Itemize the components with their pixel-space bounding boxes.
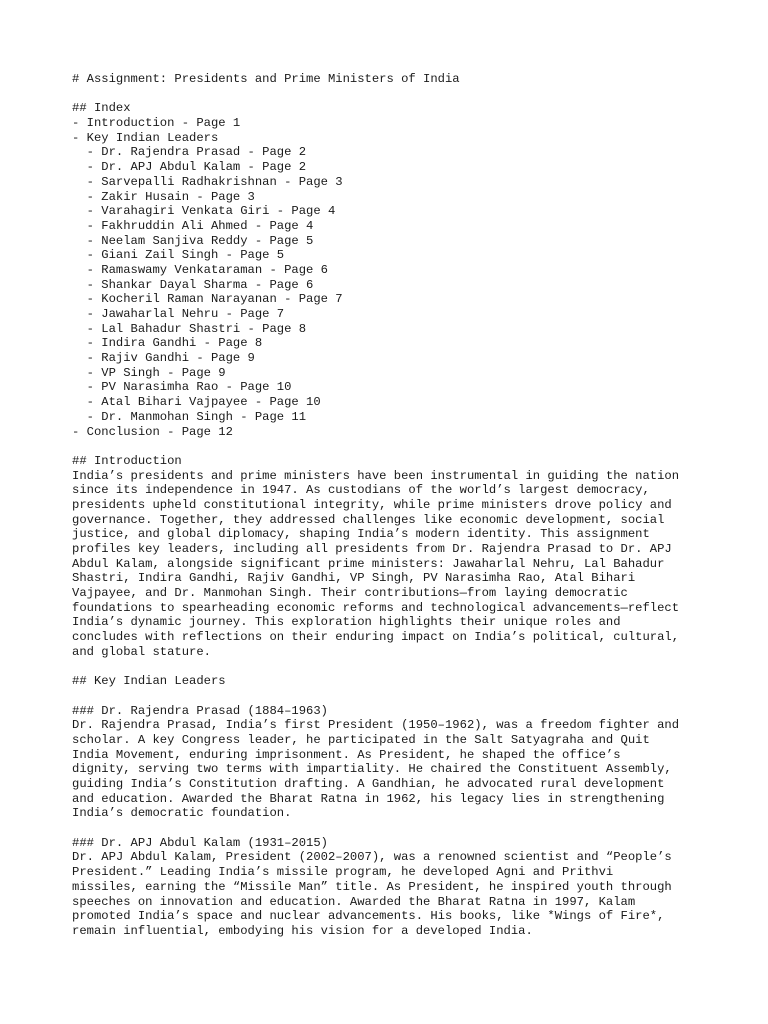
paragraph-line: Shastri, Indira Gandhi, Rajiv Gandhi, VP Singh, PV Narasimha Rao, Atal Bihari bbox=[72, 571, 636, 586]
paragraph-line: India’s democratic foundation. bbox=[72, 806, 292, 821]
index-item: - Fakhruddin Ali Ahmed - Page 4 bbox=[72, 218, 314, 233]
paragraph-line: dignity, serving two terms with impartiality. He chaired the Constituent Assembly, bbox=[72, 762, 672, 777]
blank-line bbox=[72, 87, 712, 102]
paragraph-line: and global stature. bbox=[72, 644, 211, 659]
index-item: - Rajiv Gandhi - Page 9 bbox=[72, 351, 255, 366]
index-item: - Indira Gandhi - Page 8 bbox=[72, 336, 263, 351]
document-page bbox=[72, 72, 712, 939]
index-item: - Lal Bahadur Shastri - Page 8 bbox=[72, 321, 307, 336]
index-item: - PV Narasimha Rao - Page 10 bbox=[72, 380, 292, 395]
index-item: - VP Singh - Page 9 bbox=[72, 365, 226, 380]
index-item: - Kocheril Raman Narayanan - Page 7 bbox=[72, 292, 343, 307]
paragraph-line: governance. Together, they addressed challenges like economic development, social bbox=[72, 512, 665, 527]
paragraph-line: remain influential, embodying his vision for a developed India. bbox=[72, 923, 533, 938]
paragraph-line: Abdul Kalam, alongside significant prime ministers: Jawaharlal Nehru, Lal Bahadur bbox=[72, 556, 665, 571]
introduction-heading: ## Introduction bbox=[72, 453, 182, 468]
index-item: - Giani Zail Singh - Page 5 bbox=[72, 248, 285, 263]
index-item: - Shankar Dayal Sharma - Page 6 bbox=[72, 277, 314, 292]
paragraph-line: India’s presidents and prime ministers have been instrumental in guiding the nation bbox=[72, 468, 680, 483]
index-item: - Dr. Rajendra Prasad - Page 2 bbox=[72, 145, 307, 160]
kalam-paragraph bbox=[72, 850, 712, 938]
index-list bbox=[72, 116, 712, 439]
index-item: - Sarvepalli Radhakrishnan - Page 3 bbox=[72, 174, 343, 189]
index-item: - Varahagiri Venkata Giri - Page 4 bbox=[72, 204, 336, 219]
paragraph-line: India Movement, enduring imprisonment. As President, he shaped the office’s bbox=[72, 747, 621, 762]
paragraph-line: Dr. Rajendra Prasad, India’s first President (1950–1962), was a freedom fighter and bbox=[72, 718, 680, 733]
paragraph-line: Dr. APJ Abdul Kalam, President (2002–2007), was a renowned scientist and “People’s bbox=[72, 850, 672, 865]
index-item: - Jawaharlal Nehru - Page 7 bbox=[72, 307, 285, 321]
paragraph-line: scholar. A key Congress leader, he participated in the Salt Satyagraha and Quit bbox=[72, 732, 650, 747]
paragraph-line: guiding India’s Constitution drafting. A Gandhian, he advocated rural development bbox=[72, 777, 665, 791]
prasad-paragraph bbox=[72, 718, 712, 821]
paragraph-line: and education. Awarded the Bharat Ratna in 1962, his legacy lies in strengthening bbox=[72, 791, 665, 806]
paragraph-line: since its independence in 1947. As custodians of the world’s largest democracy, bbox=[72, 483, 650, 498]
document-title: # Assignment: Presidents and Prime Ministers of India bbox=[72, 72, 460, 86]
blank-line bbox=[72, 439, 712, 454]
paragraph-line: concludes with reflections on their enduring impact on India’s political, cultural, bbox=[72, 630, 680, 645]
index-item: - Introduction - Page 1 bbox=[72, 116, 241, 131]
paragraph-line: foundations to spearheading economic reforms and technological advancements—reflect bbox=[72, 600, 680, 615]
index-item: - Zakir Husain - Page 3 bbox=[72, 189, 255, 204]
blank-line bbox=[72, 821, 712, 836]
paragraph-line: promoted India’s space and nuclear advancements. His books, like *Wings of Fire*, bbox=[72, 909, 665, 924]
introduction-paragraph bbox=[72, 469, 712, 660]
paragraph-line: missiles, earning the “Missile Man” title. As President, he inspired youth through bbox=[72, 879, 672, 894]
blank-line bbox=[72, 689, 712, 704]
index-item: - Dr. Manmohan Singh - Page 11 bbox=[72, 409, 307, 424]
paragraph-line: India’s dynamic journey. This exploration highlights their unique roles and bbox=[72, 615, 621, 630]
index-item: - Key Indian Leaders bbox=[72, 130, 219, 145]
paragraph-line: President.” Leading India’s missile program, he developed Agni and Prithvi bbox=[72, 865, 614, 880]
kalam-heading: ### Dr. APJ Abdul Kalam (1931–2015) bbox=[72, 835, 328, 850]
index-item: - Ramaswamy Venkataraman - Page 6 bbox=[72, 262, 328, 277]
index-heading: ## Index bbox=[72, 101, 131, 116]
paragraph-line: profiles key leaders, including all presidents from Dr. Rajendra Prasad to Dr. APJ bbox=[72, 542, 672, 556]
key-leaders-heading: ## Key Indian Leaders bbox=[72, 674, 226, 689]
paragraph-line: speeches on innovation and education. Awarded the Bharat Ratna in 1997, Kalam bbox=[72, 894, 636, 909]
index-item: - Atal Bihari Vajpayee - Page 10 bbox=[72, 395, 321, 410]
prasad-heading: ### Dr. Rajendra Prasad (1884–1963) bbox=[72, 703, 328, 718]
paragraph-line: Vajpayee, and Dr. Manmohan Singh. Their contributions—from laying democratic bbox=[72, 586, 628, 601]
paragraph-line: presidents upheld constitutional integrity, while prime ministers drove policy and bbox=[72, 497, 672, 512]
paragraph-line: justice, and global diplomacy, shaping India’s modern identity. This assignment bbox=[72, 527, 650, 542]
blank-line bbox=[72, 660, 712, 675]
index-item: - Neelam Sanjiva Reddy - Page 5 bbox=[72, 233, 314, 248]
index-item: - Conclusion - Page 12 bbox=[72, 424, 233, 439]
index-item: - Dr. APJ Abdul Kalam - Page 2 bbox=[72, 160, 307, 175]
